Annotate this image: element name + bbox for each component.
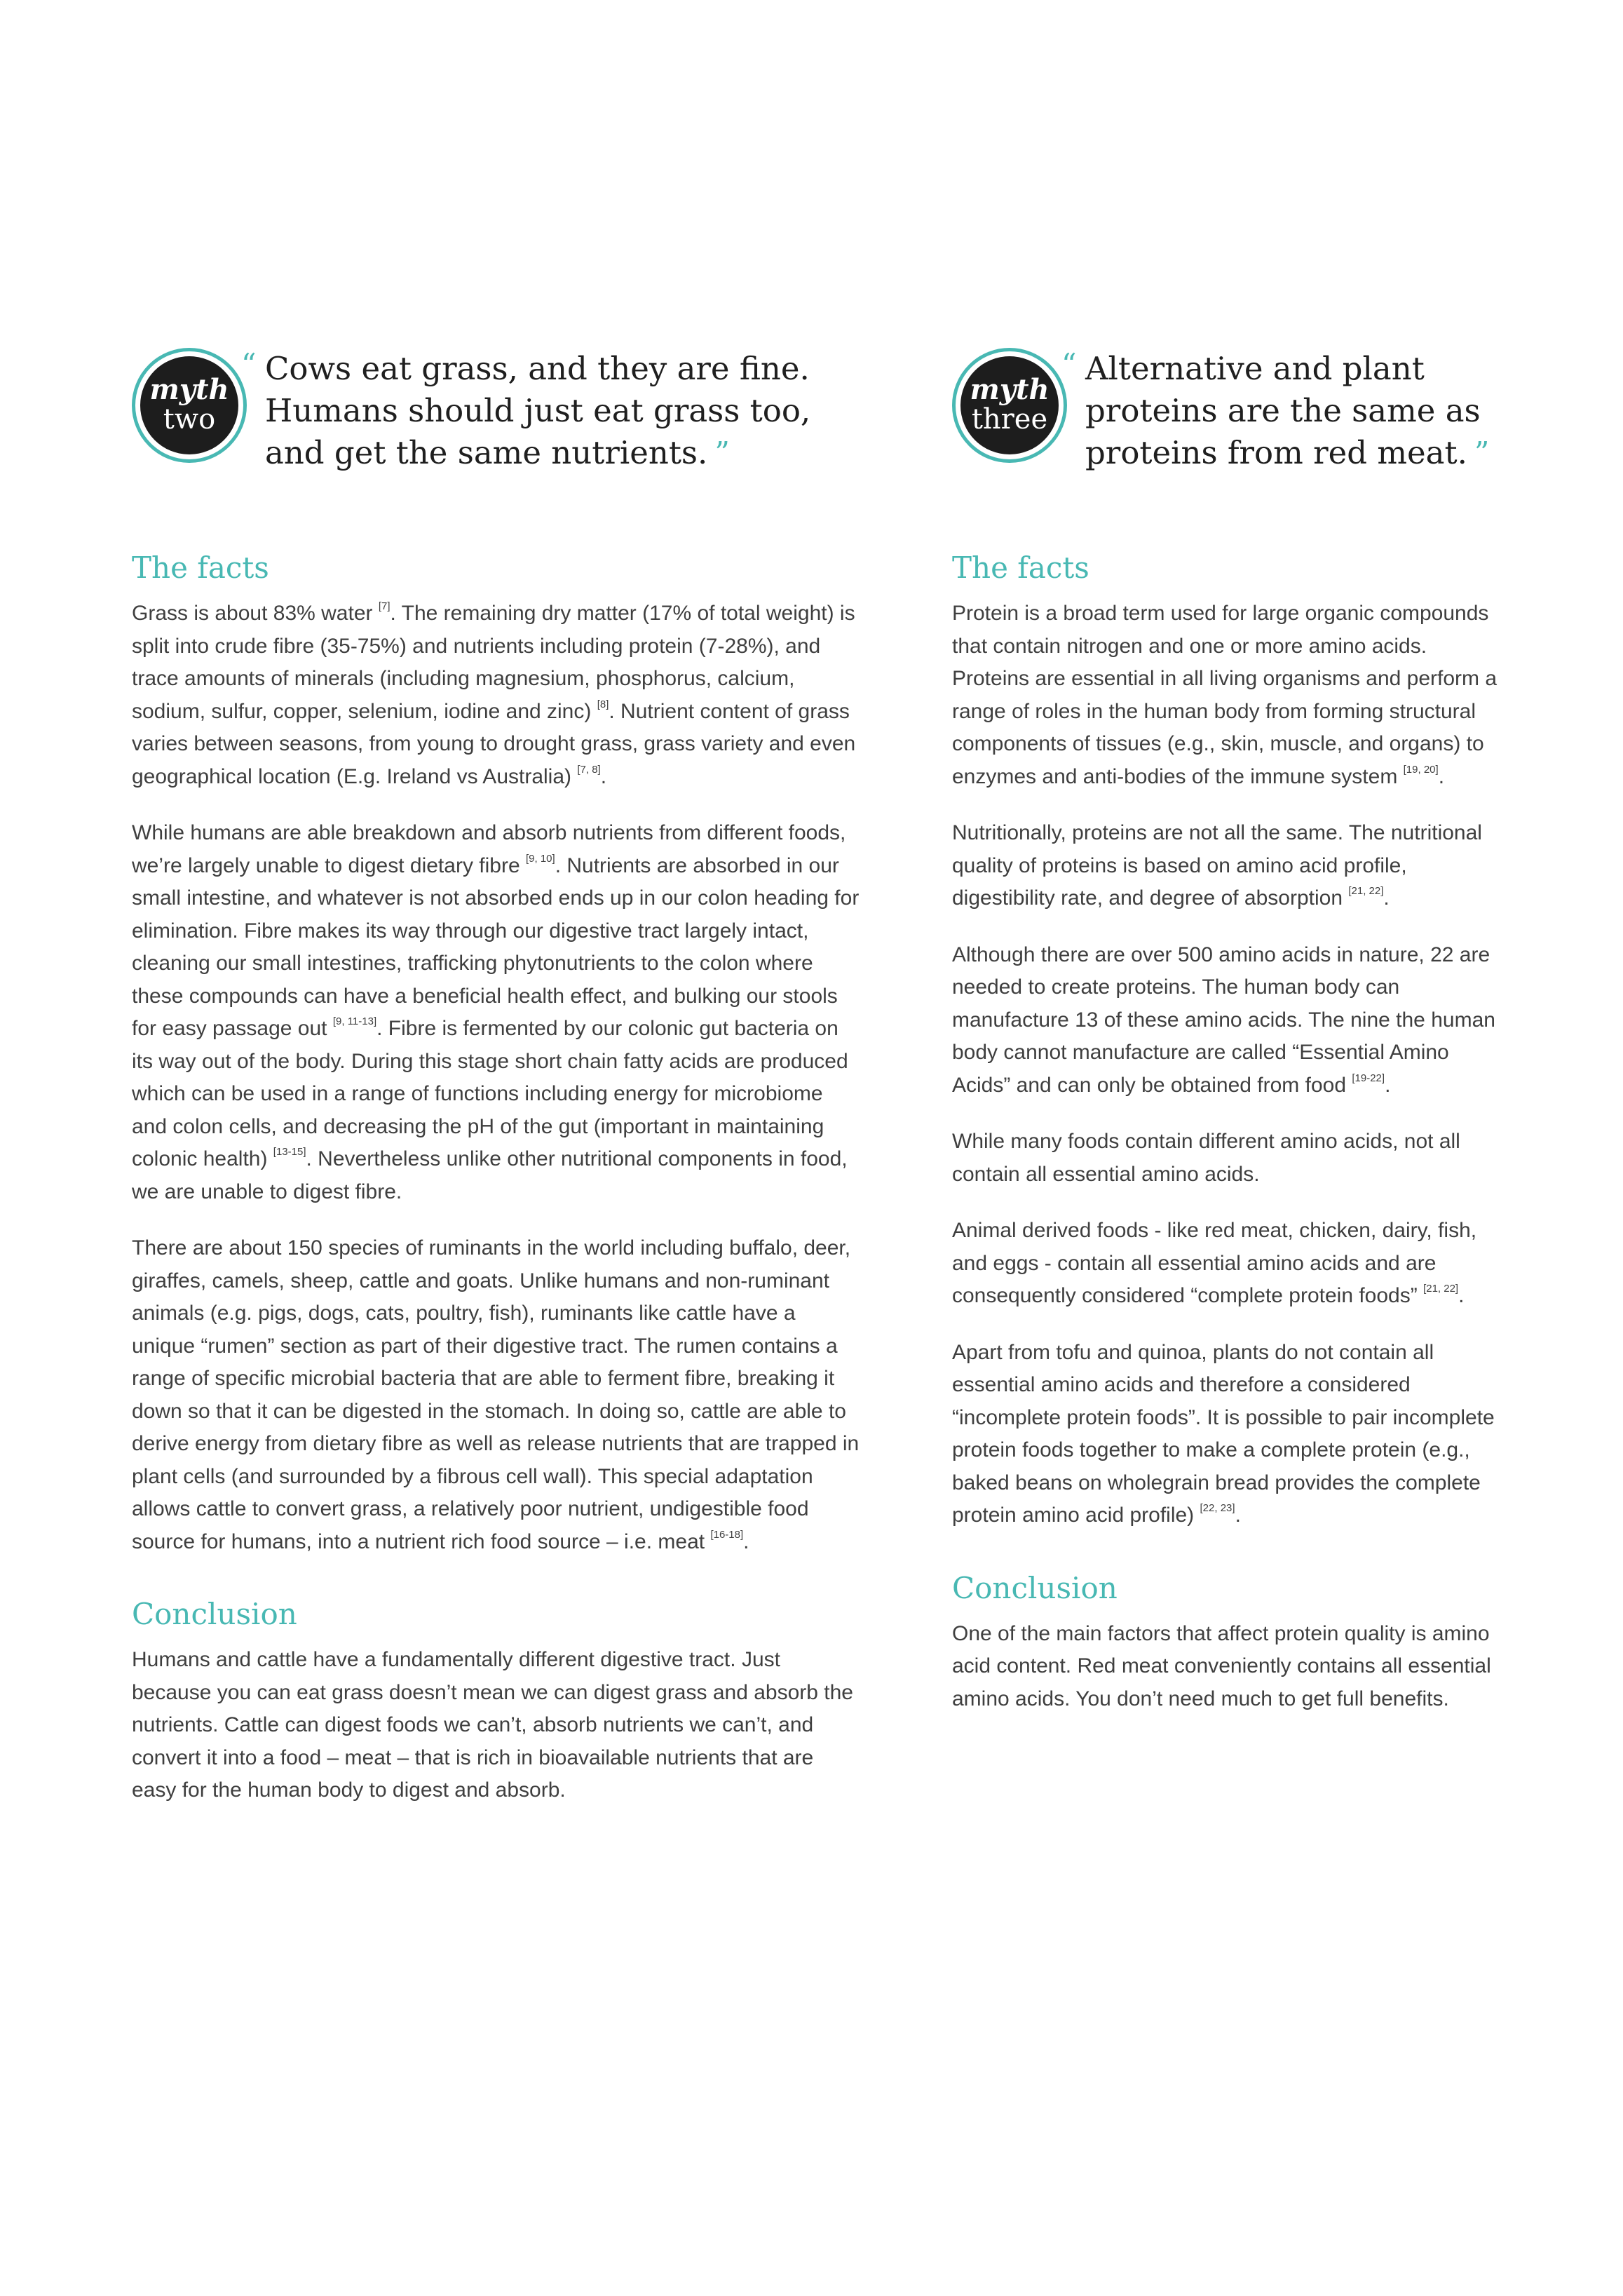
paragraph-text: . Nevertheless unlike other nutritional components in food, we are unable to digest fibre. [132, 1147, 848, 1203]
paragraph-text: . [1458, 1284, 1465, 1307]
open-quote-icon: “ [241, 347, 257, 381]
paragraph-text: . [1383, 886, 1390, 910]
myth-three-conclusion-heading: Conclusion [952, 1570, 1118, 1605]
paragraph-text: . [1235, 1504, 1241, 1527]
myth-three-badge-inner [960, 356, 1059, 454]
myth-two-badge-inner [140, 356, 238, 454]
close-quote-icon: ” [1474, 435, 1490, 470]
facts-paragraph [952, 1337, 1499, 1532]
citation-reference: [13-15] [273, 1146, 306, 1158]
myth-two-conclusion-text: Humans and cattle have a fundamentally different digestive tract. Just because you can eat grass doesn’t mean we can digest grass and absorb the nutrients. Cattle can digest foods we can’t, absorb nutrients we can’t, and convert it into a food – meat – that is rich in bioavailable nutrients that are easy for the human body to digest and absorb. [132, 1648, 853, 1802]
myth-three-facts-body [952, 597, 1499, 1532]
facts-paragraph [132, 1232, 861, 1558]
paragraph-text: There are about 150 species of ruminants in the world including buffalo, deer, giraffes, camels, sheep, cattle and goats. Unlike humans and non-ruminant animals (e.g. pigs, dogs, cats, poultry, fish), ruminants like cattle have a unique “rumen” section as part of their digestive tract. The rumen contains a range of specific microbial bacteria that are able to ferment fibre, breaking it down so that it can be digested in the stomach. In doing so, cattle are able to derive energy from dietary fibre as well as release nutrients that are trapped in plant cells (and surrounded by a fibrous cell wall). This special adaptation allows cattle to convert grass, a relatively poor nutrient, undigestible food source for humans, into a nutrient rich food source – i.e. meat [132, 1236, 860, 1553]
paragraph-text: Grass is about 83% water [132, 602, 379, 625]
myth-three-header [952, 348, 1499, 516]
paragraph-text: Although there are over 500 amino acids in nature, 22 are needed to create proteins. The human body can manufacture 13 of these amino acids. The nine the human body cannot manufacture are called “Essential Amino Acids” and can only be obtained from food [952, 943, 1495, 1097]
citation-reference: [22, 23] [1200, 1502, 1235, 1514]
citation-reference: [7, 8] [577, 763, 601, 776]
facts-paragraph [952, 597, 1499, 793]
paragraph-text: . [1438, 764, 1445, 788]
citation-reference: [19, 20] [1403, 763, 1439, 776]
paragraph-text: . [1385, 1073, 1391, 1097]
myth-two-facts-body [132, 597, 861, 1558]
myth-two-conclusion-heading: Conclusion [132, 1597, 297, 1631]
myth-three-quote [1061, 347, 1506, 474]
myth-two-badge-word-number: two [163, 403, 216, 435]
myth-three-column [952, 348, 1499, 1739]
paragraph-text: . The remaining dry matter (17% of total weight) is split into crude fibre (35-75%) and nutrients including protein (7-28%), and trace amounts of minerals (including magnesium, phosphorus, calcium, sodium, sulfur, copper, selenium, iodine and zinc) [132, 602, 855, 723]
facts-paragraph [132, 597, 861, 793]
paragraph-text: Apart from tofu and quinoa, plants do not contain all essential amino acids and therefore a considered “incomplete protein foods”. It is possible to pair incomplete protein foods together to make a complete protein (e.g., baked beans on wholegrain bread provides the complete protein amino acid profile) [952, 1340, 1495, 1527]
paragraph-text: . Nutrient content of grass varies between seasons, from young to drought grass, grass variety and even geographical location (E.g. Ireland vs Australia) [132, 699, 856, 788]
facts-paragraph [132, 817, 861, 1208]
facts-paragraph [952, 1126, 1499, 1191]
paragraph-text: Animal derived foods - like red meat, chicken, dairy, fish, and eggs - contain all essential amino acids and are consequently considered “complete protein foods” [952, 1219, 1477, 1307]
myth-two-quote-text: Cows eat grass, and they are fine. Humans should just eat grass too, and get the same nutrients. [265, 350, 811, 471]
facts-paragraph [952, 817, 1499, 915]
citation-reference: [21, 22] [1423, 1283, 1459, 1295]
close-quote-icon: ” [714, 435, 730, 470]
myth-two-badge [132, 348, 247, 463]
myth-two-quote [241, 347, 812, 474]
facts-paragraph [952, 939, 1499, 1102]
citation-reference: [21, 22] [1348, 885, 1384, 897]
paragraph-text: While humans are able breakdown and absorb nutrients from different foods, we’re largely unable to digest dietary fibre [132, 821, 846, 877]
paragraph-text: Protein is a broad term used for large organic compounds that contain nitrogen and one or more amino acids. Proteins are essential in all living organisms and perform a range of roles in the human body from forming structural components of tissues (e.g., skin, muscle, and organs) to enzymes and anti-bodies of the immune system [952, 602, 1498, 788]
myth-three-badge-word-number: three [971, 403, 1048, 435]
citation-reference: [19-22] [1352, 1072, 1385, 1084]
myth-two-column [132, 348, 861, 1831]
paragraph-text: . [743, 1529, 749, 1553]
paragraph-text: Nutritionally, proteins are not all the same. The nutritional quality of proteins is based on amino acid profile, digestibility rate, and degree of absorption [952, 821, 1482, 910]
myth-two-header [132, 348, 861, 516]
myth-two-badge-word-myth: myth [149, 373, 229, 406]
citation-reference: [8] [597, 698, 609, 710]
myth-three-badge [952, 348, 1067, 463]
citation-reference: [9, 10] [525, 852, 555, 865]
citation-reference: [7] [378, 600, 391, 612]
myth-three-conclusion-text: One of the main factors that affect protein quality is amino acid content. Red meat conveniently contains all essential amino acids. You don’t need much to get full benefits. [952, 1621, 1491, 1710]
paragraph-text: While many foods contain different amino acids, not all contain all essential amino acids. [952, 1130, 1460, 1186]
facts-paragraph [952, 1215, 1499, 1313]
paragraph-text: . [600, 764, 607, 788]
myth-three-facts-heading: The facts [952, 551, 1089, 585]
citation-reference: [16-18] [710, 1528, 744, 1541]
myth-three-quote-text: Alternative and plant proteins are the same as proteins from red meat. [1085, 350, 1481, 471]
citation-reference: [9, 11-13] [332, 1015, 377, 1027]
paragraph-text: . Nutrients are absorbed in our small intestine, and whatever is not absorbed ends up in our colon heading for elimination. Fibre makes its way through our digestive tract largely intact, cleaning our small intestines, trafficking phytonutrients to the colon where these compounds can have a beneficial health effect, and bulking our stools for easy passage out [132, 853, 860, 1040]
open-quote-icon: “ [1061, 347, 1077, 381]
paragraph-text: . Fibre is fermented by our colonic gut bacteria on its way out of the body. During this stage short chain fatty acids are produced which can be used in a range of functions including energy for microbiome and colon cells, and decreasing the pH of the gut (important in maintaining colonic health) [132, 1017, 848, 1170]
myth-two-facts-heading: The facts [132, 551, 269, 585]
myth-three-badge-word-myth: myth [970, 373, 1050, 406]
